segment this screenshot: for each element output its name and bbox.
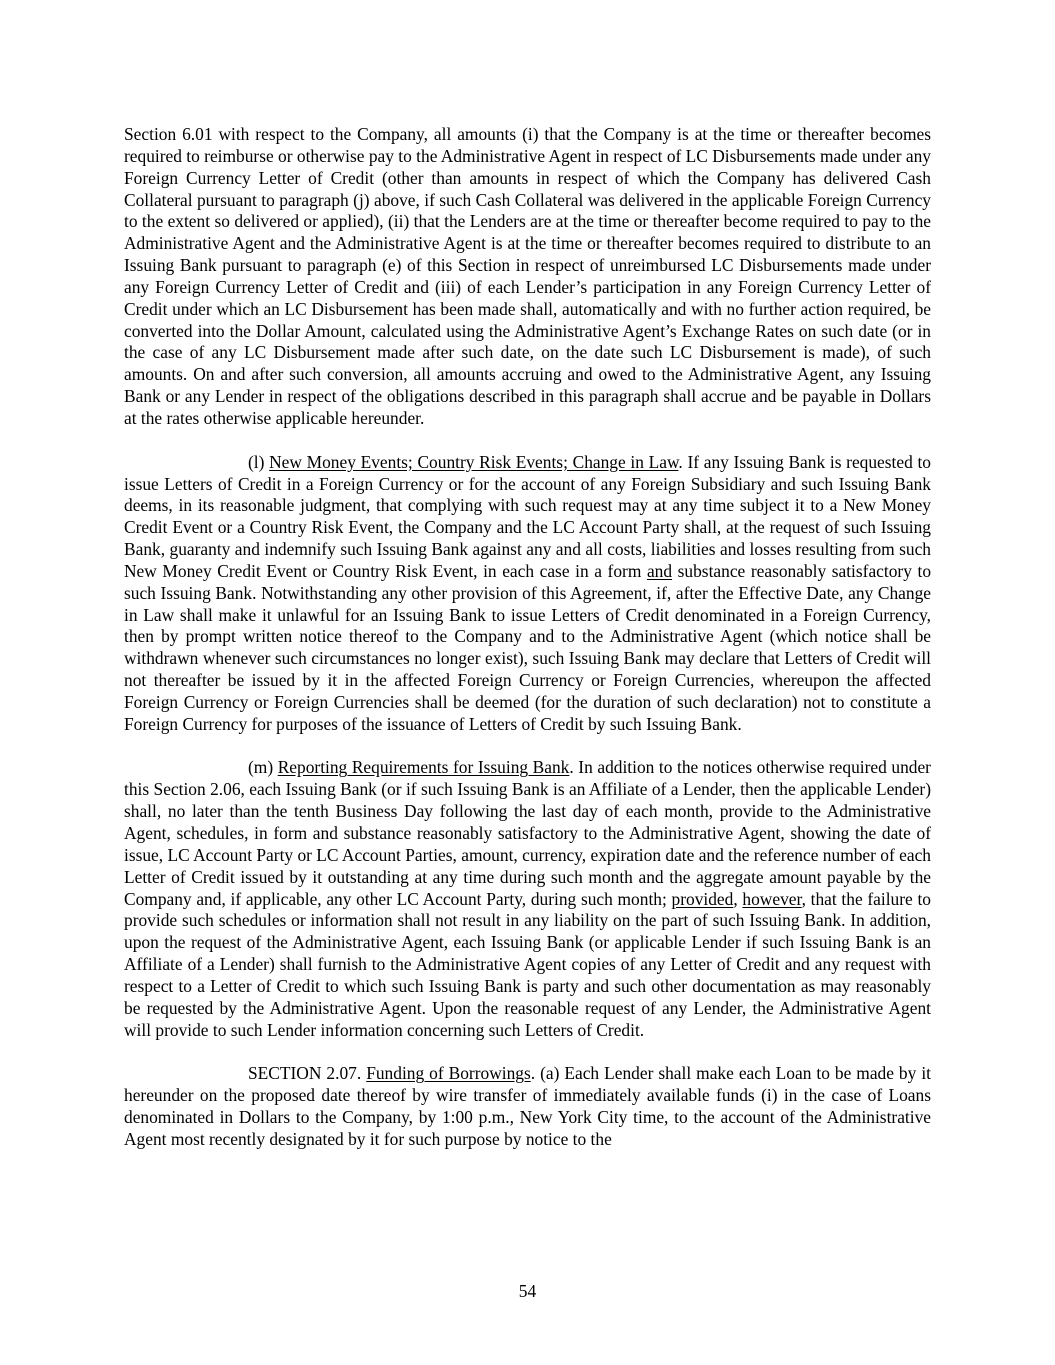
paragraph-l-heading: New Money Events; Country Risk Events; Change in Law (269, 451, 679, 472)
paragraph-l-label: (l) (248, 451, 270, 472)
section-2-07-heading: Funding of Borrowings (366, 1063, 531, 1084)
paragraph-continuation (124, 124, 931, 430)
paragraph-m-however: however (742, 888, 802, 909)
section-2-07-text: . (a) Each Lender shall make each Loan to be made by it hereunder on the proposed date thereof by wire transfer of immediately available funds (i) in the case of Loans denominated in Dollars to the Company, by 1:00 p.m., New York City time, to the account of the Administrative Agent most recently designated by it for such purpose by notice to the (124, 1063, 931, 1149)
paragraph-l-text-2: substance reasonably satisfactory to such Issuing Bank. Notwithstanding any other provision of this Agreement, if, after the Effective Date, any Change in Law shall make it unlawful for an Issuing Bank to issue Letters of Credit denominated in a Foreign Currency, then by prompt written notice thereof to the Company and to the Administrative Agent (which notice shall be withdrawn whenever such circumstances no longer exist), such Issuing Bank may declare that Letters of Credit will not thereafter be issued by it in the affected Foreign Currency or Foreign Currencies, whereupon the affected Foreign Currency or Foreign Currencies shall be deemed (for the duration of such declaration) not to constitute a Foreign Currency for purposes of the issuance of Letters of Credit by such Issuing Bank. (124, 560, 932, 734)
paragraph-m-provided: provided (671, 888, 734, 909)
section-2-07-funding-of-borrowings (124, 1063, 931, 1150)
paragraph-l-underlined-and: and (646, 560, 673, 581)
section-2-07-label: SECTION 2.07. (248, 1063, 367, 1084)
document-page (124, 124, 931, 1151)
paragraph-m-reporting-requirements (124, 757, 931, 1041)
paragraph-l-text-1: . If any Issuing Bank is requested to issue Letters of Credit in a Foreign Currency or for the account of any Foreign Subsidiary and such Issuing Bank deems, in its reasonable judgment, that complying with such request may at any time subject it to a New Money Credit Event or a Country Risk Event, the Company and the LC Account Party shall, at the request of such Issuing Bank, guaranty and indemnify such Issuing Bank against any and all costs, liabilities and losses resulting from such New Money Credit Event or Country Risk Event, in each case in a form (124, 451, 932, 581)
paragraph-continuation-text: Section 6.01 with respect to the Company, all amounts (i) that the Company is at the time or thereafter becomes required to reimburse or otherwise pay to the Administrative Agent in respect of LC Disbursements made under any Foreign Currency Letter of Credit (other than amounts in respect of which the Company has delivered Cash Collateral pursuant to paragraph (j) above, if such Cash Collateral was delivered in the applicable Foreign Currency to the extent so delivered or applied), (ii) that the Lenders are at the time or thereafter become required to pay to the Administrative Agent and the Administrative Agent is at the time or thereafter becomes required to distribute to an Issuing Bank pursuant to paragraph (e) of this Section in respect of unreimbursed LC Disbursements made under any Foreign Currency Letter of Credit and (iii) of each Lender’s participation in any Foreign Currency Letter of Credit under which an LC Disbursement has been made shall, automatically and with no further action required, be converted into the Dollar Amount, calculated using the Administrative Agent’s Exchange Rates on such date (or in the case of any LC Disbursement made after such date, on the date such LC Disbursement is made), of such amounts. On and after such conversion, all amounts accruing and owed to the Administrative Agent, any Issuing Bank or any Lender in respect of the obligations described in this paragraph shall accrue and be payable in Dollars at the rates otherwise applicable hereunder. (124, 124, 932, 428)
paragraph-m-label: (m) (248, 757, 278, 778)
paragraph-l-new-money-events (124, 452, 931, 736)
page-number: 54 (518, 1281, 537, 1301)
paragraph-m-text-2: , that the failure to provide such schedules or information shall not result in any liability on the part of such Issuing Bank. In addition, upon the request of the Administrative Agent, each Issuing Bank (or applicable Lender if such Issuing Bank is an Affiliate of a Lender) shall furnish to the Administrative Agent copies of any Letter of Credit and any request with respect to a Letter of Credit to which such Issuing Bank is party and such other documentation as may reasonably be requested by the Administrative Agent. Upon the reasonable request of any Lender, the Administrative Agent will provide to such Lender information concerning such Letters of Credit. (124, 888, 932, 1040)
paragraph-m-heading: Reporting Requirements for Issuing Bank (277, 757, 570, 778)
paragraph-m-text-1: . In addition to the notices otherwise required under this Section 2.06, each Issuing Bank (or if such Issuing Bank is an Affiliate of a Lender, then the applicable Lender) shall, no later than the tenth Business Day following the last day of each month, provide to the Administrative Agent, schedules, in form and substance reasonably satisfactory to the Administrative Agent, showing the date of issue, LC Account Party or LC Account Parties, amount, currency, expiration date and the reference number of each Letter of Credit issued by it outstanding at any time during such month and the aggregate amount payable by the Company and, if applicable, any other LC Account Party, during such month; (124, 757, 931, 909)
paragraph-m-comma: , (733, 888, 743, 909)
